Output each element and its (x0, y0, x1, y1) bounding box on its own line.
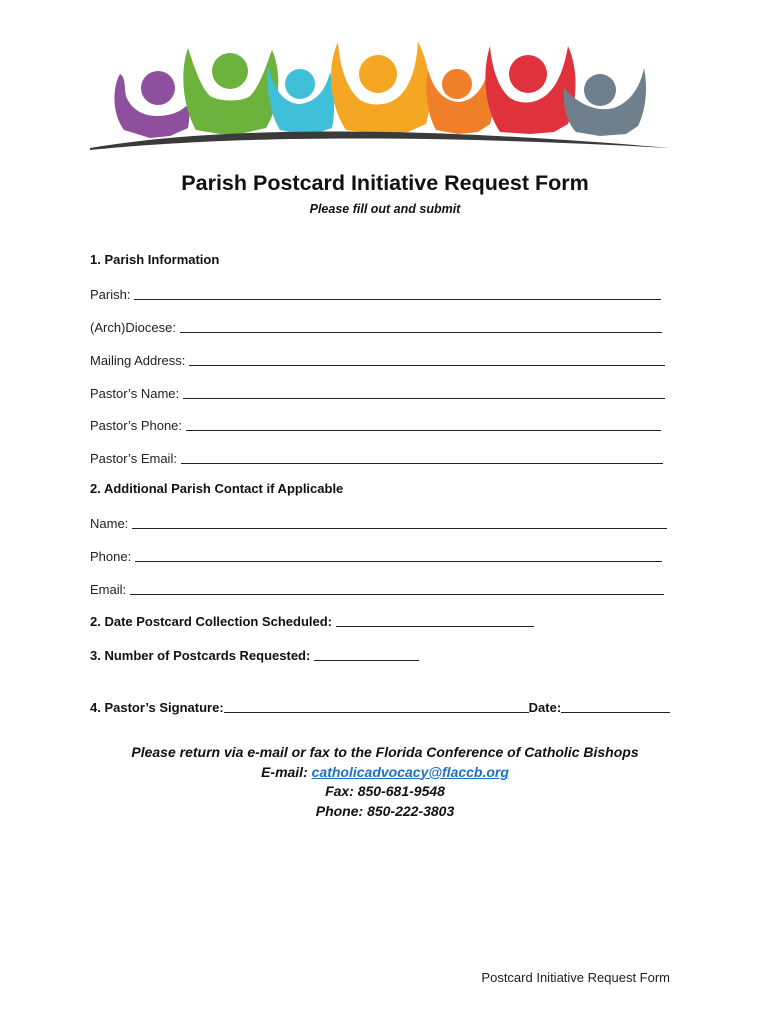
pastor-phone-label: Pastor’s Phone: (90, 418, 183, 433)
contact-name-label: Name: (90, 516, 129, 531)
form-subtitle: Please fill out and submit (309, 202, 461, 216)
section-additional-contact-heading: 2. Additional Parish Contact if Applicable (90, 481, 344, 496)
pastor-email-label: Pastor’s Email: (90, 451, 177, 466)
return-email-link[interactable]: catholicadvocacy@flaccb.org (311, 763, 509, 780)
dark-orange-person-figure (426, 69, 493, 134)
mailing-address-input-line[interactable] (189, 352, 665, 366)
contact-email-label: Email: (90, 582, 127, 597)
return-fax: Fax: 850-681-9548 (325, 783, 445, 799)
raised-hands-people-logo-icon (90, 36, 670, 154)
postcards-requested-field[interactable] (90, 645, 419, 663)
postcards-requested-input-line[interactable] (314, 647, 419, 661)
mailing-address-label: Mailing Address: (90, 353, 186, 368)
contact-phone-field[interactable] (90, 546, 662, 564)
postcards-requested-label: 3. Number of Postcards Requested: (90, 648, 311, 663)
pastor-name-field[interactable] (90, 383, 665, 401)
parish-input-line[interactable] (134, 286, 661, 300)
signature-date-label: Date: (528, 700, 562, 715)
page-footer: Postcard Initiative Request Form (481, 970, 670, 985)
pastor-signature-label: 4. Pastor’s Signature: (90, 700, 224, 715)
section-parish-information-heading: 1. Parish Information (90, 252, 220, 267)
pastor-email-field[interactable] (90, 448, 663, 466)
diocese-field[interactable] (90, 317, 662, 335)
pastor-phone-input-line[interactable] (186, 417, 661, 431)
pastor-signature-field[interactable] (90, 697, 670, 715)
parish-field[interactable] (90, 284, 661, 302)
purple-person-figure (114, 71, 189, 138)
signature-date-input-line[interactable] (561, 699, 670, 713)
diocese-label: (Arch)Diocese: (90, 320, 176, 335)
pastor-signature-input-line[interactable] (224, 699, 529, 713)
contact-email-input-line[interactable] (130, 581, 664, 595)
mailing-address-field[interactable] (90, 350, 665, 368)
return-phone: Phone: 850-222-3803 (315, 802, 455, 819)
contact-name-input-line[interactable] (132, 515, 667, 529)
collection-date-label: 2. Date Postcard Collection Scheduled: (90, 614, 332, 629)
pastor-name-label: Pastor’s Name: (90, 386, 180, 401)
pastor-phone-field[interactable] (90, 415, 661, 433)
collection-date-input-line[interactable] (336, 613, 534, 627)
pastor-email-input-line[interactable] (181, 450, 663, 464)
contact-phone-label: Phone: (90, 549, 132, 564)
logo-swoosh (90, 131, 670, 150)
red-person-figure (485, 46, 575, 134)
return-email-label: E-mail: (261, 763, 308, 780)
green-person-figure (183, 48, 278, 134)
collection-date-field[interactable] (90, 611, 534, 629)
return-instruction-text: Please return via e-mail or fax to the Florida Conference of Catholic Bishops (131, 744, 639, 760)
return-email-row (0, 763, 770, 783)
return-instructions (0, 743, 770, 821)
parish-label: Parish: (90, 287, 131, 302)
form-title: Parish Postcard Initiative Request Form (181, 171, 589, 195)
slate-person-figure (564, 68, 646, 136)
contact-phone-input-line[interactable] (135, 548, 662, 562)
pastor-name-input-line[interactable] (183, 385, 665, 399)
contact-name-field[interactable] (90, 513, 667, 531)
contact-email-field[interactable] (90, 579, 664, 597)
orange-person-figure (331, 42, 430, 134)
diocese-input-line[interactable] (180, 319, 662, 333)
